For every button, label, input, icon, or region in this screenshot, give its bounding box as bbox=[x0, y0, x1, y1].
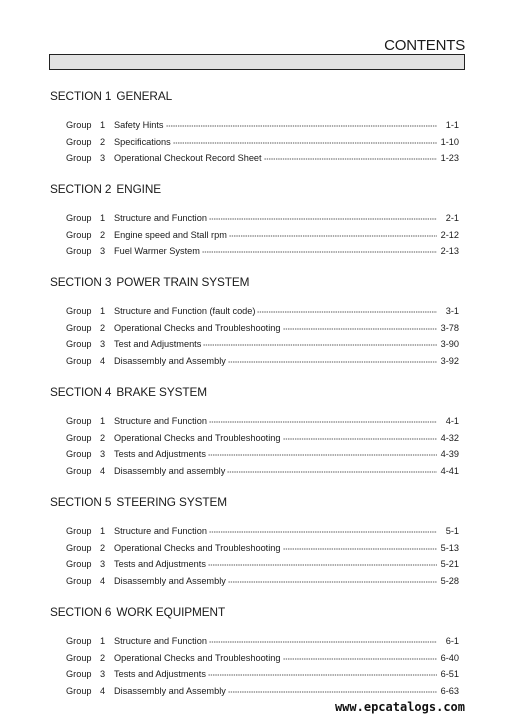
group-label: Group bbox=[66, 153, 92, 164]
page-number: 6-40 bbox=[440, 652, 459, 663]
section-heading bbox=[50, 604, 459, 620]
page-number: 5-21 bbox=[440, 559, 459, 570]
group-number: 3 bbox=[100, 153, 106, 164]
page-number: 3-78 bbox=[440, 322, 459, 333]
dot-leader bbox=[208, 559, 437, 569]
group-number: 3 bbox=[100, 669, 106, 680]
group-label: Group bbox=[66, 669, 92, 680]
entry-title: Safety Hints bbox=[114, 120, 164, 130]
toc-entry[interactable] bbox=[66, 353, 459, 370]
page-number: 1-1 bbox=[445, 120, 459, 130]
page-number: 2-13 bbox=[440, 246, 459, 257]
toc-entry[interactable] bbox=[66, 150, 459, 167]
group-number: 1 bbox=[100, 526, 106, 536]
group-label: Group bbox=[66, 322, 92, 333]
toc-entry[interactable] bbox=[66, 243, 459, 260]
section-number: SECTION 5 bbox=[50, 495, 112, 509]
group-label: Group bbox=[66, 416, 92, 426]
entry-title: Test and Adjustments bbox=[114, 339, 202, 350]
toc-entry[interactable] bbox=[66, 573, 459, 590]
toc-entry[interactable] bbox=[66, 556, 459, 573]
group-number: 3 bbox=[100, 339, 106, 350]
toc-entry[interactable] bbox=[66, 650, 459, 667]
page-number: 4-32 bbox=[440, 432, 459, 443]
section-1 bbox=[50, 88, 459, 167]
entry-title: Structure and Function bbox=[114, 213, 207, 223]
entry-title: Disassembly and Assembly bbox=[114, 355, 226, 366]
toc-entry[interactable] bbox=[66, 540, 459, 557]
toc-entry[interactable] bbox=[66, 134, 459, 151]
page-number: 3-1 bbox=[445, 306, 459, 316]
toc-entry[interactable] bbox=[66, 210, 459, 227]
page-number: 6-63 bbox=[440, 685, 459, 696]
group-label: Group bbox=[66, 136, 92, 147]
dot-leader bbox=[209, 213, 437, 223]
group-label: Group bbox=[66, 575, 92, 586]
page-number: 5-1 bbox=[445, 526, 459, 536]
group-label: Group bbox=[66, 559, 92, 570]
page-number: 1-10 bbox=[440, 136, 459, 147]
toc-entry[interactable] bbox=[66, 117, 459, 134]
entry-title: Operational Checks and Troubleshooting bbox=[114, 652, 281, 663]
page-number: 4-1 bbox=[445, 416, 459, 426]
dot-leader bbox=[208, 449, 437, 459]
entry-title: Structure and Function bbox=[114, 526, 207, 536]
entry-title: Disassembly and Assembly bbox=[114, 685, 226, 696]
group-label: Group bbox=[66, 246, 92, 257]
section-6 bbox=[50, 604, 459, 699]
group-number: 1 bbox=[100, 416, 106, 426]
entry-title: Disassembly and assembly bbox=[114, 465, 226, 476]
group-label: Group bbox=[66, 526, 92, 536]
entry-title: Fuel Warmer System bbox=[114, 246, 200, 257]
group-number: 3 bbox=[100, 559, 106, 570]
section-heading bbox=[50, 494, 459, 510]
group-number: 4 bbox=[100, 575, 106, 586]
entry-title: Structure and Function (fault code) bbox=[114, 306, 256, 316]
entry-title: Disassembly and Assembly bbox=[114, 575, 226, 586]
group-number: 1 bbox=[100, 306, 106, 316]
entry-title: Operational Checkout Record Sheet bbox=[114, 153, 262, 164]
group-label: Group bbox=[66, 449, 92, 460]
group-label: Group bbox=[66, 685, 92, 696]
section-2 bbox=[50, 181, 459, 260]
toc-entry[interactable] bbox=[66, 336, 459, 353]
dot-leader bbox=[228, 576, 437, 586]
dot-leader bbox=[209, 416, 437, 426]
group-number: 1 bbox=[100, 213, 106, 223]
dot-leader bbox=[209, 636, 437, 646]
toc-entry[interactable] bbox=[66, 463, 459, 480]
dot-leader bbox=[228, 686, 437, 696]
dot-leader bbox=[257, 306, 437, 316]
group-number: 4 bbox=[100, 465, 106, 476]
page-number: 3-92 bbox=[440, 355, 459, 366]
entry-title: Structure and Function bbox=[114, 636, 207, 646]
entry-title: Engine speed and Stall rpm bbox=[114, 229, 227, 240]
page-number: 1-23 bbox=[440, 153, 459, 164]
group-number: 2 bbox=[100, 652, 106, 663]
toc-entry[interactable] bbox=[66, 303, 459, 320]
page-number: 3-90 bbox=[440, 339, 459, 350]
group-number: 4 bbox=[100, 685, 106, 696]
page-number: 5-28 bbox=[440, 575, 459, 586]
entry-title: Tests and Adjustments bbox=[114, 669, 206, 680]
group-label: Group bbox=[66, 465, 92, 476]
dot-leader bbox=[283, 543, 437, 553]
group-label: Group bbox=[66, 229, 92, 240]
group-label: Group bbox=[66, 339, 92, 350]
group-number: 3 bbox=[100, 246, 106, 257]
dot-leader bbox=[166, 120, 437, 130]
section-name: WORK EQUIPMENT bbox=[116, 605, 226, 619]
section-name: POWER TRAIN SYSTEM bbox=[116, 275, 250, 289]
section-heading bbox=[50, 181, 459, 197]
section-4 bbox=[50, 384, 459, 479]
toc-entry[interactable] bbox=[66, 633, 459, 650]
title-bar bbox=[49, 54, 465, 70]
toc-entry[interactable] bbox=[66, 413, 459, 430]
group-number: 2 bbox=[100, 136, 106, 147]
section-name: BRAKE SYSTEM bbox=[116, 385, 207, 399]
dot-leader bbox=[283, 653, 437, 663]
entry-title: Tests and Adjustments bbox=[114, 449, 206, 460]
toc-entry[interactable] bbox=[66, 446, 459, 463]
section-heading bbox=[50, 274, 459, 290]
page-number: 2-1 bbox=[445, 213, 459, 223]
group-label: Group bbox=[66, 213, 92, 223]
toc-entry[interactable] bbox=[66, 666, 459, 683]
toc-entry[interactable] bbox=[66, 683, 459, 700]
section-name: ENGINE bbox=[116, 182, 162, 196]
group-label: Group bbox=[66, 120, 92, 130]
group-number: 2 bbox=[100, 542, 106, 553]
dot-leader bbox=[227, 466, 437, 476]
page-number: 6-1 bbox=[445, 636, 459, 646]
dot-leader bbox=[208, 669, 437, 679]
entry-title: Operational Checks and Troubleshooting bbox=[114, 432, 281, 443]
group-number: 2 bbox=[100, 229, 106, 240]
entry-title: Structure and Function bbox=[114, 416, 207, 426]
toc-entry[interactable] bbox=[66, 227, 459, 244]
section-heading bbox=[50, 384, 459, 400]
entry-title: Specifications bbox=[114, 136, 171, 147]
page-number: 2-12 bbox=[440, 229, 459, 240]
section-number: SECTION 4 bbox=[50, 385, 112, 399]
section-number: SECTION 1 bbox=[50, 89, 112, 103]
group-label: Group bbox=[66, 355, 92, 366]
section-number: SECTION 2 bbox=[50, 182, 112, 196]
dot-leader bbox=[229, 230, 437, 240]
dot-leader bbox=[264, 153, 437, 163]
toc-entry[interactable] bbox=[66, 523, 459, 540]
section-name: GENERAL bbox=[116, 89, 173, 103]
group-label: Group bbox=[66, 636, 92, 646]
section-name: STEERING SYSTEM bbox=[116, 495, 227, 509]
dot-leader bbox=[203, 339, 437, 349]
page-number: 6-51 bbox=[440, 669, 459, 680]
group-label: Group bbox=[66, 542, 92, 553]
group-number: 2 bbox=[100, 432, 106, 443]
toc-entry[interactable] bbox=[66, 320, 459, 337]
page-number: 4-41 bbox=[440, 465, 459, 476]
dot-leader bbox=[283, 323, 437, 333]
page-title: CONTENTS bbox=[384, 37, 465, 54]
dot-leader bbox=[202, 246, 437, 256]
group-number: 1 bbox=[100, 120, 106, 130]
group-number: 2 bbox=[100, 322, 106, 333]
entry-title: Operational Checks and Troubleshooting bbox=[114, 542, 281, 553]
dot-leader bbox=[283, 433, 437, 443]
section-heading bbox=[50, 88, 459, 104]
group-number: 3 bbox=[100, 449, 106, 460]
page-number: 5-13 bbox=[440, 542, 459, 553]
dot-leader bbox=[209, 526, 437, 536]
page-number: 4-39 bbox=[440, 449, 459, 460]
group-label: Group bbox=[66, 652, 92, 663]
section-3 bbox=[50, 274, 459, 369]
group-label: Group bbox=[66, 432, 92, 443]
entry-title: Tests and Adjustments bbox=[114, 559, 206, 570]
group-number: 1 bbox=[100, 636, 106, 646]
section-5 bbox=[50, 494, 459, 589]
group-number: 4 bbox=[100, 355, 106, 366]
entry-title: Operational Checks and Troubleshooting bbox=[114, 322, 281, 333]
group-label: Group bbox=[66, 306, 92, 316]
toc-entry[interactable] bbox=[66, 430, 459, 447]
section-number: SECTION 6 bbox=[50, 605, 112, 619]
section-number: SECTION 3 bbox=[50, 275, 112, 289]
dot-leader bbox=[173, 137, 437, 147]
dot-leader bbox=[228, 356, 437, 366]
watermark-link[interactable]: www.epcatalogs.com bbox=[334, 700, 465, 714]
